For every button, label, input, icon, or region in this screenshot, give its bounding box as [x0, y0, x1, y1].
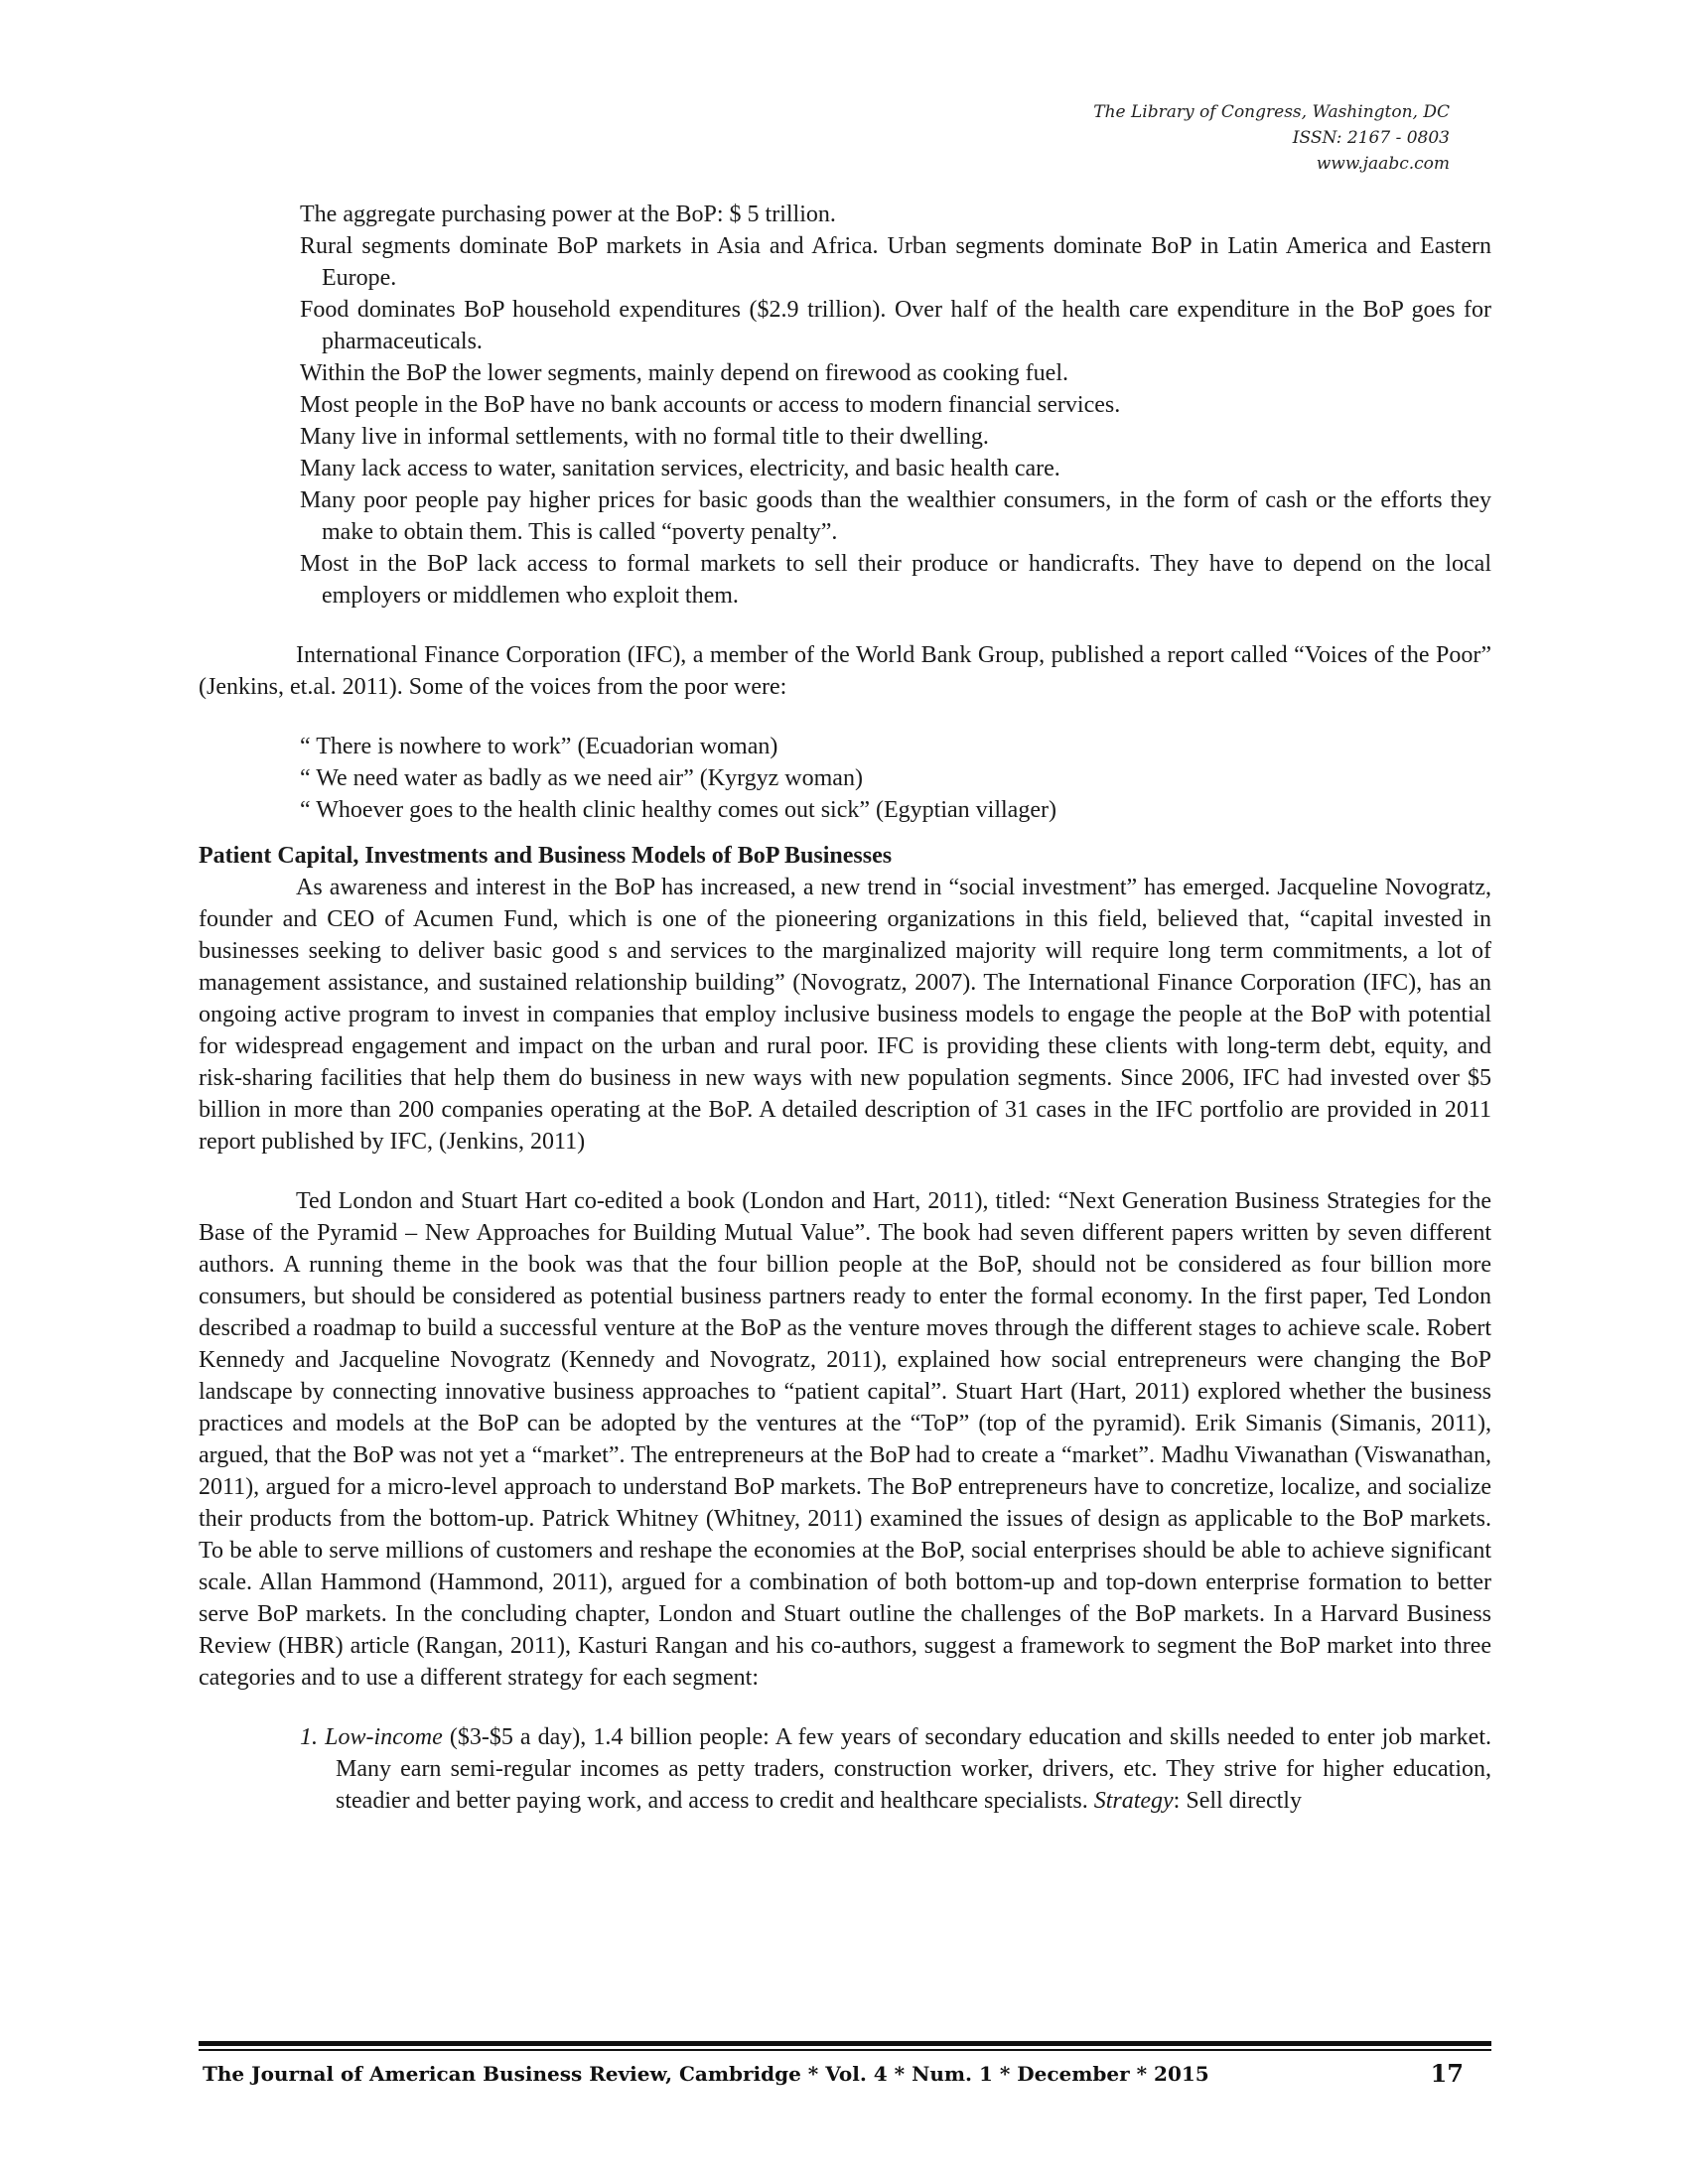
list-item: Many poor people pay higher prices for basic goods than the wealthier consumers, in the form of cash or the efforts they make to obtain them. This is called “poverty penalty”.: [300, 487, 1491, 545]
article-body: [199, 199, 1491, 1817]
list-item: [300, 1721, 1491, 1817]
list-item: Within the BoP the lower segments, mainly depend on firewood as cooking fuel.: [300, 360, 1068, 386]
footer-journal-info: The Journal of American Business Review, Cambridge * Vol. 4 * Num. 1 * December * 2015: [203, 2062, 1209, 2086]
list-item: The aggregate purchasing power at the BoP: $ 5 trillion.: [300, 202, 836, 227]
bop-facts-list: [300, 199, 1491, 612]
london-hart-paragraph: Ted London and Stuart Hart co-edited a book (London and Hart, 2011), titled: “Next Generation Business Strategies for the Base of the Pyramid – New Approaches for Building Mutual Value”. The book had seven different papers written by seven different authors. A running theme in the book was that the four billion people at the BoP, should not be considered as four billion more consumers, but should be considered as potential business partners ready to enter the formal economy. In the first paper, Ted London described a roadmap to build a successful venture at the BoP as the venture moves through the different stages to achieve scale. Robert Kennedy and Jacqueline Novogratz (Kennedy and Novogratz, 2011), explained how social entrepreneurs were changing the BoP landscape by connecting innovative business approaches to “patient capital”. Stuart Hart (Hart, 2011) explored whether the business practices and models at the BoP can be adopted by the ventures at the “ToP” (top of the pyramid). Erik Simanis (Simanis, 2011), argued, that the BoP was not yet a “market”. The entrepreneurs at the BoP had to create a “market”. Madhu Viwanathan (Viswanathan, 2011), argued for a micro-level approach to understand BoP markets. The BoP entrepreneurs have to concretize, localize, and socialize their products from the bottom-up. Patrick Whitney (Whitney, 2011) examined the issues of design as applicable to the BoP markets. To be able to serve millions of customers and reshape the economies at the BoP, social enterprises should be able to achieve significant scale. Allan Hammond (Hammond, 2011), argued for a combination of both bottom-up and top-down enterprise formation to better serve BoP markets. In the concluding chapter, London and Stuart outline the challenges of the BoP markets. In a Harvard Business Review (HBR) article (Rangan, 2011), Kasturi Rangan and his co-authors, suggest a framework to segment the BoP market into three categories and to use a different strategy for each segment:: [199, 1188, 1491, 1691]
list-item: Most people in the BoP have no bank accounts or access to modern financial services.: [300, 392, 1121, 418]
page-footer: [203, 2059, 1464, 2089]
quote-item: “ Whoever goes to the health clinic healthy comes out sick” (Egyptian villager): [300, 797, 1056, 823]
header-issn: ISSN: 2167 - 0803: [1292, 128, 1450, 148]
running-header: [1093, 99, 1450, 177]
patient-capital-paragraph: As awareness and interest in the BoP has increased, a new trend in “social investment” has emerged. Jacqueline Novogratz, founder and CEO of Acumen Fund, which is one of the pioneering organizations in this field, believed that, “capital invested in businesses seeking to deliver basic good s and services to the marginalized majority will require long term commitments, a lot of management assistance, and sustained relationship building” (Novogratz, 2007). The International Finance Corporation (IFC), has an ongoing active program to invest in companies that employ inclusive business models to engage the people at the BoP with potential for widespread engagement and impact on the urban and rural poor. IFC is providing these clients with long-term debt, equity, and risk-sharing facilities that help them do business in new ways with new population segments. Since 2006, IFC had invested over $5 billion in more than 200 companies operating at the BoP. A detailed description of 31 cases in the IFC portfolio are provided in 2011 report published by IFC, (Jenkins, 2011): [199, 875, 1491, 1155]
list-item: Rural segments dominate BoP markets in Asia and Africa. Urban segments dominate BoP in Latin America and Eastern Europe.: [300, 233, 1491, 291]
list-item: Many lack access to water, sanitation services, electricity, and basic health care.: [300, 456, 1060, 481]
footer-rule-thin: [199, 2049, 1491, 2051]
item-number: 1.: [300, 1724, 318, 1750]
section-heading: Patient Capital, Investments and Business Models of BoP Businesses: [199, 843, 893, 869]
segment-term: Low-income: [325, 1724, 443, 1750]
strategy-label: Strategy: [1093, 1788, 1174, 1814]
quote-item: “ There is nowhere to work” (Ecuadorian woman): [300, 734, 778, 759]
list-item: Most in the BoP lack access to formal markets to sell their produce or handicrafts. They have to depend on the local employers or middlemen who exploit them.: [300, 551, 1491, 609]
page-number: 17: [1430, 2059, 1464, 2088]
strategy-text: : Sell directly: [1173, 1788, 1302, 1814]
header-website: www.jaabc.com: [1316, 154, 1450, 174]
quote-item: “ We need water as badly as we need air” (Kyrgyz woman): [300, 765, 863, 791]
list-item: Food dominates BoP household expenditures ($2.9 trillion). Over half of the health care expenditure in the BoP goes for pharmaceuticals.: [300, 297, 1491, 354]
footer-rule-thick: [199, 2041, 1491, 2046]
segment-list: [300, 1721, 1491, 1817]
list-item: Many live in informal settlements, with no formal title to their dwelling.: [300, 424, 989, 450]
ifc-paragraph: International Finance Corporation (IFC), a member of the World Bank Group, published a report called “Voices of the Poor” (Jenkins, et.al. 2011). Some of the voices from the poor were:: [199, 642, 1491, 700]
voices-quotes-list: [300, 731, 1491, 826]
header-library: The Library of Congress, Washington, DC: [1093, 102, 1450, 122]
segment-description: ($3-$5 a day), 1.4 billion people: A few years of secondary education and skills needed to enter job market. Many earn semi-regular incomes as petty traders, construction worker, drivers, etc. They strive for higher education, steadier and better paying work, and access to credit and healthcare specialists.: [336, 1724, 1491, 1814]
